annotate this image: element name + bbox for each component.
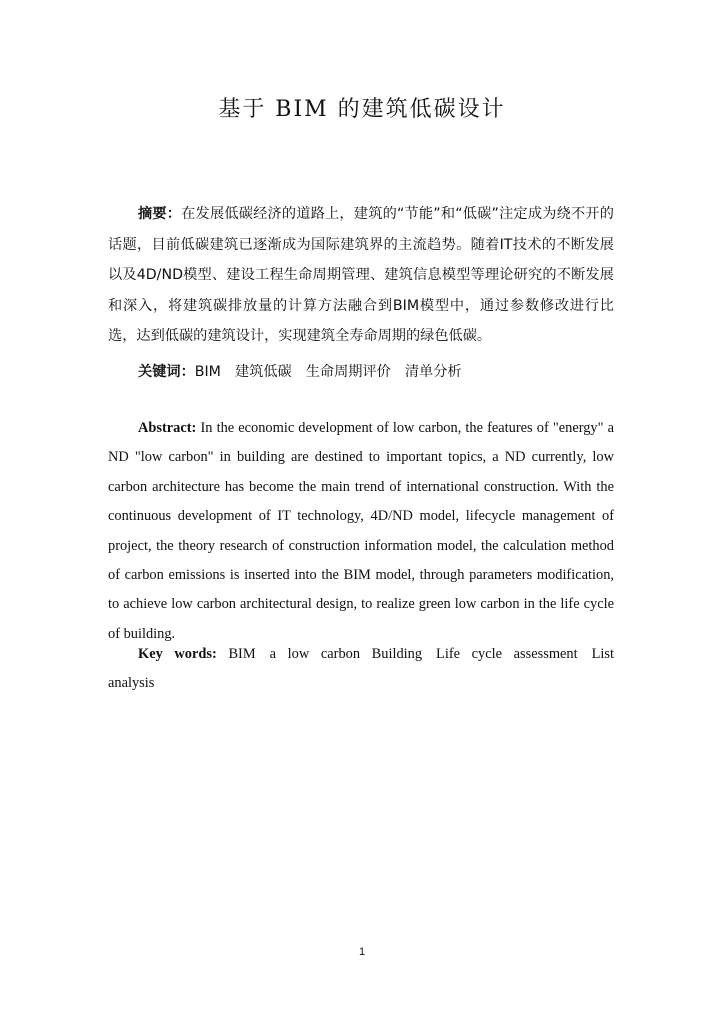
english-keyword: Life cycle assessment xyxy=(436,646,578,662)
chinese-abstract xyxy=(108,199,614,352)
page-number: 1 xyxy=(358,946,366,958)
chinese-abstract-text: 在发展低碳经济的道路上，建筑的“节能”和“低碳”注定成为绕不开的话题，目前低碳建筑已逐渐成为国际建筑界的主流趋势。随着IT技术的不断发展以及4D/ND模型、建设工程生命周期管理、建筑信息模型等理论研究的不断发展和深入，将建筑碳排放量的计算方法融合到BIM模型中，通过参数修改进行比选，达到低碳的建筑设计，实现建筑全寿命周期的绿色低碳。 xyxy=(108,206,614,344)
english-abstract-text: In the economic development of low carbon, the features of "energy" a ND "low carbon" in building are destined to important topics, a ND currently, low carbon architecture has become the main trend of international construction. With the continuous development of IT technology, 4D/ND model, lifecycle management of project, the theory research of construction information model, the calculation method of carbon emissions is inserted into the BIM model, through parameters modification, to achieve low carbon architectural design, to realize green low carbon in the life cycle of building. xyxy=(108,420,614,642)
chinese-keywords xyxy=(108,358,614,386)
chinese-keyword: BIM xyxy=(194,364,221,380)
chinese-keywords-label: 关键词： xyxy=(138,364,195,380)
english-keyword: BIM xyxy=(228,646,256,662)
chinese-keyword: 生命周期评价 xyxy=(305,364,391,380)
english-keywords-label: Key words: xyxy=(138,646,217,662)
chinese-keyword: 清单分析 xyxy=(404,364,462,380)
document-title: 基于 BIM 的建筑低碳设计 xyxy=(218,97,506,122)
chinese-keyword: 建筑低碳 xyxy=(234,364,292,380)
english-keyword: a low carbon Building xyxy=(269,646,423,662)
english-abstract xyxy=(108,414,614,649)
english-keywords xyxy=(108,640,614,699)
english-abstract-label: Abstract: xyxy=(138,420,197,436)
english-keyword: List analysis xyxy=(108,646,614,692)
chinese-abstract-label: 摘要： xyxy=(138,206,182,222)
